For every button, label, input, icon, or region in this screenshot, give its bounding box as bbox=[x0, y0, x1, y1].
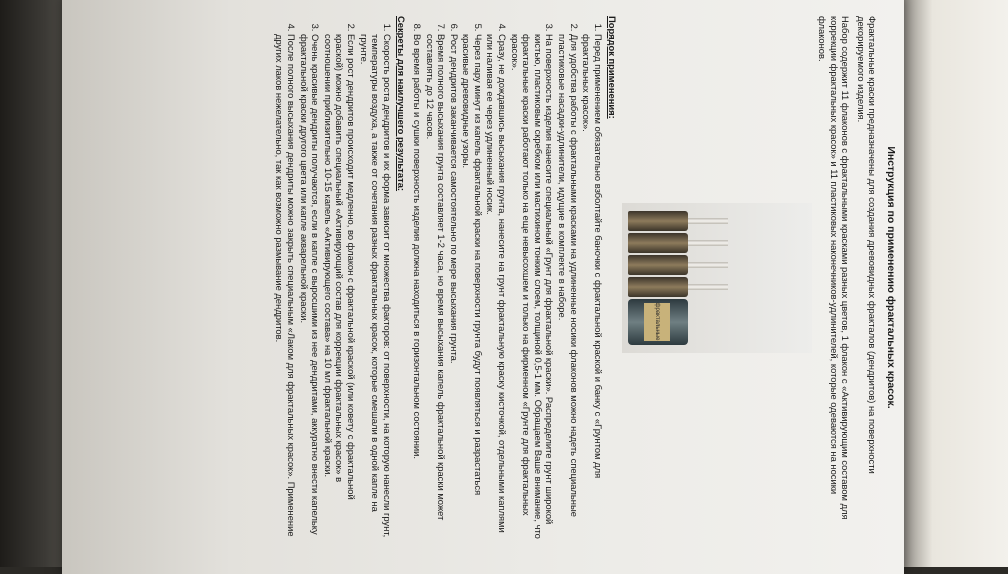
table-surface-right bbox=[900, 0, 1008, 567]
paint-bottle bbox=[628, 233, 688, 253]
table-surface-left bbox=[0, 0, 70, 567]
procedure-list bbox=[411, 16, 604, 539]
list-item: 2. Если рост дендритов происходит медленно, во флакон с фрактальной краской (или ковету с фрактальной краской) можно добавить специальный «Активирующий состав для коррекции фрактальных красок» в соотношении приблизительно 10-15 капель «Активирующего состава» на 10 мл фрактальной краски. bbox=[322, 34, 357, 539]
list-item: 1. Перед применением обязательно взболтайте баночки с фрактальной краской и банку с «Грунтом для фрактальных красок». bbox=[581, 34, 604, 539]
list-item: 7. Время полного высыхания грунта составляет 1-2 часа, но время высыхания капель фрактальной краски может составлять до 12 часов. bbox=[424, 34, 447, 539]
intro-paragraph: Набор содержит 11 флаконов с фрактальными красками разных цветов, 1 флакон с «Активирующим составом для коррекции фрактальных красок» и 11 пластиковых наконечников-удлинителей, которые одеваются на носики флаконов. bbox=[817, 16, 852, 520]
list-item: 3. Очень красивые дендриты получаются, если в капле с выросшими из нее дендритами, аккуратно внести капельку фрактальной краски другого цвета или капле акварельной краски. bbox=[298, 34, 321, 539]
list-item: 5. Через пару минут из капель фрактальной краски на поверхности грунта будут появляться и разрастаться красивые древовидные узоры. bbox=[461, 34, 484, 539]
list-item: 1. Скорость роста дендритов и их форма зависит от множества факторов: от поверхности, на которую нанесли грунт, температуры воздуха, а также от сочетания разных фрактальных красок, которые смешали в одной капле на грунте. bbox=[358, 34, 393, 539]
paint-bottle bbox=[628, 277, 688, 297]
document-title: Инструкция по применению фрактальных красок. bbox=[885, 146, 897, 409]
instruction-sheet bbox=[62, 0, 904, 574]
jar-label: фрактальные bbox=[644, 303, 670, 341]
primer-jar bbox=[628, 299, 688, 345]
list-item: 4. После полного высыхания дендриты можно закрыть специальным «Лаком для фрактальных красок». Применение других лаков нежелательно, так как возможно размывание дендритов. bbox=[274, 34, 297, 539]
product-photo bbox=[622, 203, 812, 353]
list-item: 2. Для удобства работы с фрактальными красками на удлиненные носики флаконов можно надеть специальные пластиковые насадки-удлинители, идущие в комплекте в наборе. bbox=[556, 34, 579, 539]
list-item: 4. Сразу, не дождавшись высыхания грунта, нанесите на грунт фрактальную краску кисточкой, отдельными каплями или наливая ее через удлиненный носик. bbox=[485, 34, 508, 539]
list-item: 8. Во время работы и сушки поверхность изделия должна находиться в горизонтальном состоянии. bbox=[411, 34, 423, 539]
paint-bottle bbox=[628, 211, 688, 231]
secrets-list bbox=[274, 16, 393, 539]
intro-paragraph: Фрактальные краски предназначены для создания древовидных фракталов (дендритов) на поверхности декорируемого изделия. bbox=[855, 16, 879, 474]
list-item: 3. На поверхность изделия нанесите специальный «Грунт для фрактальной краски». Распределите грунт широкой кистью, пластиковым скребком или мастихином тонким слоем, толщиной 0,5-1 мм. Обращаем Ваше внимание, что фрактальные краски работают только на еще невысохшем и только на фирменном «Грунте для фрактальных красок». bbox=[509, 34, 555, 539]
secrets-heading: Секреты для наилучшего результата: bbox=[396, 16, 408, 192]
paint-bottle bbox=[628, 255, 688, 275]
sheet-content bbox=[62, 0, 904, 561]
list-item: 6. Рост дендритов заканчивается самостоятельно по мере высыхания грунта. bbox=[448, 34, 460, 539]
procedure-heading: Порядок применения: bbox=[607, 16, 619, 119]
